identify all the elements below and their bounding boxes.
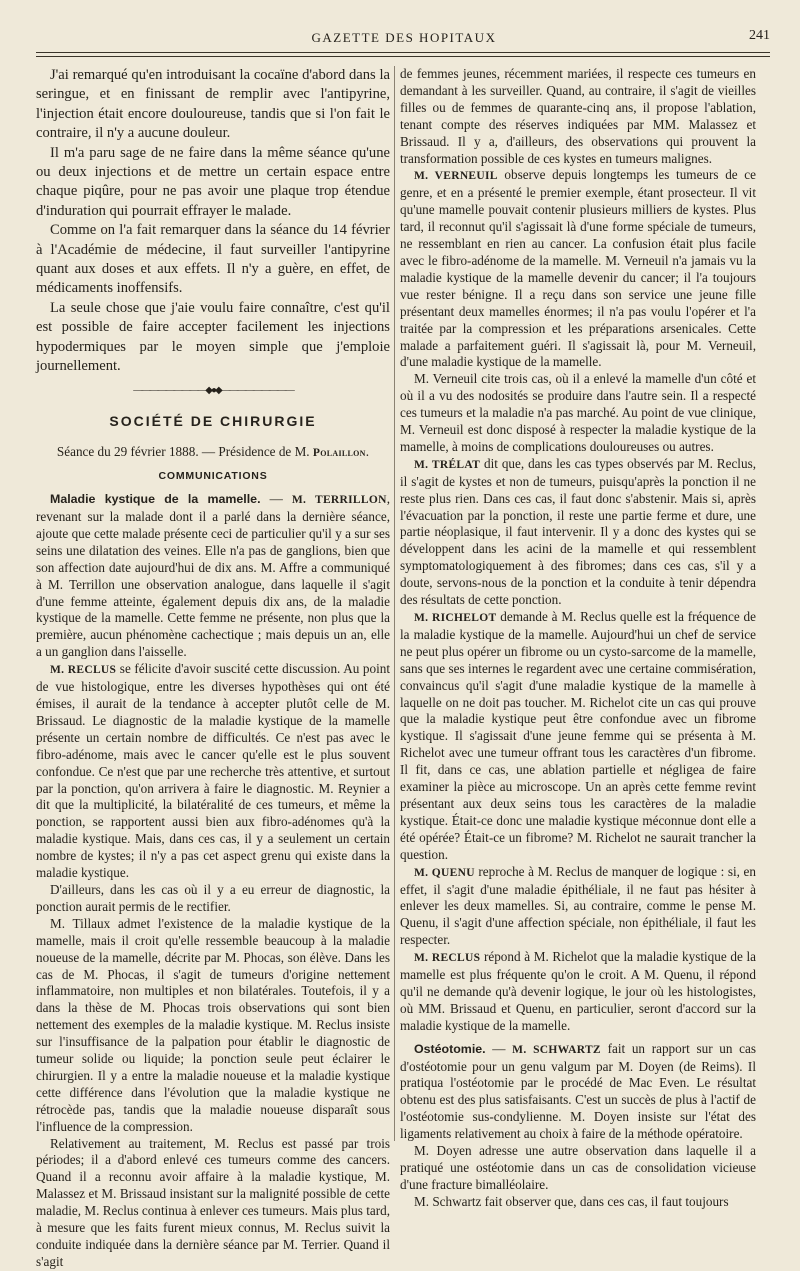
page-number: 241 (749, 28, 770, 43)
header-rule-top (36, 52, 770, 53)
paragraph (400, 456, 756, 609)
paragraph: M. Schwartz fait observer que, dans ces cas, il faut toujours (414, 1193, 729, 1209)
left-column (36, 66, 390, 1271)
header-rule-bottom (36, 56, 770, 57)
paragraph-text: fait un rapport sur un cas d'ostéotomie pour un genu valgum par M. Doyen (de Reims). Il pratiqua l'ostéotomie par le procédé de Mac Even. Le résultat obtenu est des plus satisfaisants. C'est un succès de plus à l'actif de l'ostéotomie sus-condylienne. M. Doyen insiste sur l'état des ligaments relativement au choix à faire de la méthode opératoire. (400, 1040, 756, 1142)
paragraph: La seule chose que j'aie voulu faire connaître, c'est qu'il est possible de faire accepter facilement les injections hypodermiques par le moyen simple que j'emploie journellement. (36, 299, 390, 375)
paragraph-text: , revenant sur la malade dont il a parlé dans la dernière séance, ajoute que cette malade présente ceci de particulier qu'il y a sur ses seins une dilatation des veines. Elle n'a pas de ganglions, bien que son affection date aujourd'hui de dix ans. M. Affre a communiqué à M. Terrillon une observation analogue, dans laquelle il s'agit d'une femme atteinte, également depuis dix ans, de la maladie kystique de la mamelle. Cette femme ne présente, non plus que la première, aucun phénomène cachectique ; mais depuis un an, elle a un ganglion dans l'aisselle. (36, 491, 390, 660)
speaker-name: M. RECLUS (50, 664, 117, 677)
paragraph: D'ailleurs, dans les cas où il y a eu erreur de diagnostic, la ponction aurait permis de le rectifier. (36, 881, 390, 914)
paragraph-text: répond à M. Richelot que la maladie kystique de la mamelle est plus fréquente qu'on le croit. A M. Quenu, il répond qu'il ne demande qu'à devenir logique, le jour où les histologistes, où MM. Brissaud et Quenu, en particulier, seront d'accord sur la maladie kystique de la mamelle. (400, 949, 756, 1033)
paragraph (400, 949, 756, 1035)
topic-heading: Maladie kystique de la mamelle. (50, 492, 261, 507)
journal-title: GAZETTE DES HOPITAUX (311, 30, 497, 45)
paragraph: M. Verneuil cite trois cas, où il a enlevé la mamelle d'un côté et où il a vu des nodosités se produire dans l'autre sein. Il a respecté ces tumeurs et la maladie n'a pas marché. Au point de vue clinique, M. Verneuil est donc disposé à respecter la maladie kystique de la mamelle, à moins de complications douloureuses ou autres. (400, 371, 756, 454)
page-header (38, 26, 770, 48)
speaker-name: M. SCHWARTZ (512, 1043, 601, 1056)
communications-heading: COMMUNICATIONS (158, 470, 268, 483)
paragraph: M. Doyen adresse une autre observation dans laquelle il a pratiqué une ostéotomie dans un cas de consolidation vicieuse d'une fracture bimalléolaire. (400, 1143, 756, 1192)
paragraph: Il m'a paru sage de ne faire dans la même séance qu'une ou deux injections et de mettre un certain espace entre chaque piqûre, pour ne pas avoir une plaque trop étendue d'induration qui pourrait effrayer le malade. (36, 144, 390, 219)
section-separator: —————————◆●◆————————— (133, 384, 293, 396)
topic-heading: Ostéotomie. (414, 1041, 486, 1056)
speaker-name: M. TRÉLAT (414, 458, 481, 471)
speaker-name: M. QUENU (414, 866, 475, 879)
paragraph (400, 609, 756, 864)
paragraph: Comme on l'a fait remarquer dans la séance du 14 février à l'Académie de médecine, il faut surveiller l'antipyrine quant aux doses et aux effets. Il n'y a guère, en effet, de médicaments inoffensifs. (36, 222, 390, 297)
speaker-name: M. TERRILLON (291, 494, 387, 507)
speaker-name: M. RICHELOT (414, 612, 497, 624)
paragraph: Maladie kystique de la mamelle. — M. TERRILLON, revenant sur la malade dont il a parlé dans la dernière séance, ajoute que cette malade présente ceci de particulier qu'il y a sur ses seins une dilatation des veines. Elle n'a pas de ganglions, bien que son affection date aujourd'hui de dix ans. M. Affre a communiqué à M. Terrillon une observation analogue, dans laquelle il s'agit d'une femme atteinte, également depuis dix ans, de la maladie kystique de la mamelle. Cette femme ne présente, non plus que la première, aucun phénomène cachectique ; mais depuis un an, elle a un ganglion dans l'aisselle. (36, 491, 390, 660)
paragraph-text: demande à M. Reclus quelle est la fréquence de la maladie kystique de la mamelle. Aujourd'hui un chef de service ne peut plus opérer un fibrome ou un cysto-sarcome de la mamelle, sans que ses internes le regardent avec une certaine commisération, convaincus qu'il s'agit d'une maladie kystique de la mamelle à laquelle on ne doit pas toucher. M. Richelot cite un cas qui prouve que la maladie kystique peut être confondue avec un fibrome kystique. Il s'agissait d'une jeune femme qui se présenta à M. Richelot avec une tumeur offrant tous les caractères d'un fibrome. Il fit, dans ce cas, une ablation partielle et négligea de faire examiner la pièce au microscope. Un an après cette femme revint présentant aux deux seins tous les caractères de la maladie kystique. Était-ce donc une maladie kystique méconnue dont elle a été opérée? Était-ce un fibrome? M. Richelot ne saurait trancher la question. (400, 609, 756, 862)
speaker-name: M. VERNEUIL (414, 170, 498, 183)
paragraph: de femmes jeunes, récemment mariées, il respecte ces tumeurs en demandant à les surveiller. Quand, au contraire, il s'agit de vieilles filles ou de femmes de quarante-cinq ans, il propose l'ablation, tenant compte des réserves indiquées par MM. Malassez et Brissaud. Il y a, d'ailleurs, des observations qui prouvent la transformation possible de ces kystes en tumeurs malignes. (400, 66, 756, 166)
paragraph: Relativement au traitement, M. Reclus est passé par trois périodes; il a d'abord enlevé ces tumeurs comme des cancers. Quand il a reconnu avoir affaire à la maladie kystique, M. Malassez et M. Brissaud insistant sur la malignité possible de cette maladie, M. Reclus continua à enlever ces tumeurs. Mais plus tard, à mesure que les faits furent mieux connus, M. Reclus suivit la conduite indiquée dans la dernière séance par M. Terrier. Quand il s'agit (36, 1135, 390, 1269)
right-column (400, 66, 756, 1211)
session-prefix: Séance du 29 février 1888. — Présidence de M. (56, 444, 313, 460)
paragraph-text: se félicite d'avoir suscité cette discussion. Au point de vue histologique, entre les diverses hypothèses qui ont été émises, il aurait de la tendance à accepter plutôt celle de M. Brissaud. Le diagnostic de la maladie kystique de la mamelle présente un certain nombre de difficultés. Ce n'est pas avec le fibro-adénome, mais avec le cancer qu'elle est le plus souvent confondue. Ce n'est que par une recherche très attentive, et surtout par la ponction, qu'on arrivera à faire le diagnostic. M. Reynier a dit que la multiplicité, la bilatéralité de ces tumeurs, et même la ponction, se rapportent aussi bien aux fibro-adénomes qu'à la maladie kystique. Mais, dans ces cas, il y a seulement un certain nombre de kystes; il n'y a pas cet aspect grenu qui existe dans la maladie kystique. (36, 661, 390, 881)
paragraph (36, 661, 390, 882)
paragraph: Ostéotomie. — M. SCHWARTZ fait un rapport sur un cas d'ostéotomie pour un genu valgum par M. Doyen (de Reims). Il pratiqua l'ostéotomie par le procédé de Mac Even. Le résultat obtenu est des plus satisfaisants. C'est un succès de plus à l'actif de l'ostéotomie sus-condylienne. M. Doyen insiste sur l'état des ligaments relativement au choix à faire de la méthode opératoire. (400, 1040, 756, 1142)
paragraph-text: reproche à M. Reclus de manquer de logique : si, en effet, il s'agit d'une maladie épithéliale, il ne faut pas hésiter à enlever les deux mamelles. Si, au contraire, comme le pense M. Quenu, il s'agit d'une affection spéciale, non épithéliale, il faut les respecter. (400, 863, 756, 948)
paragraph: M. Tillaux admet l'existence de la maladie kystique de la mamelle, mais il croit qu'elle ressemble beaucoup à la maladie noueuse de la mamelle, décrite par M. Phocas, son élève. Dans les cas de M. Phocas, il s'agit de tumeurs d'origine nettement inflammatoire, non multiples et non bilatérales. Toutefois, il y a dans la thèse de M. Phocas trois observations qui sont bien nettement des exemples de la maladie kystique. M. Reclus insiste sur l'insuffisance de la palpation pour établir le diagnostic de tumeur solide ou liquide; la ponction seule peut éclairer le chirurgien. Il y a entre la maladie noueuse et la maladie kystique cette différence dans l'évolution que la maladie kystique ne rétrocède pas, tandis que la maladie noueuse disparaît sous l'influence de la compression. (36, 915, 390, 1134)
president-name: Polaillon (312, 447, 366, 460)
paragraph-text: observe depuis longtemps les tumeurs de ce genre, et en a présenté le premier exemple, étant prosecteur. Il vit qu'une mamelle pouvait contenir plusieurs milliers de kystes. Plus tard, il reconnut qu'il s'agissait là d'une forme spéciale de tumeurs, ne ressemblant en rien au cancer. La confusion était plus facile avec le fibro-adénome de la mamelle. M. Verneuil n'a jamais vu la maladie kystique de la mamelle devenir du cancer; il l'a toujours vue rester bénigne. Il a reçu dans son service une jeune fille présentant deux mamelles énormes; il n'a pas voulu l'opérer et l'a traitée par la compression et les préparations arsenicales. Cette malade a parfaitement guéri. Il s'agissait là, pour M. Verneuil, d'une maladie kystique de la mamelle. (400, 167, 756, 370)
section-title: SOCIÉTÉ DE CHIRURGIE (109, 413, 317, 430)
speaker-name: M. RECLUS (414, 952, 481, 965)
session-line (36, 444, 390, 462)
lead-article (36, 66, 390, 377)
paragraph-text: dit que, dans les cas types observés par M. Reclus, il s'agit de kystes et non de tumeurs, puisqu'après la ponction il ne reste plus rien. Dans ces cas, il faut donc s'abstenir. Mais si, après l'évacuation par la ponction, il reste une partie ferme et dure, une partie néoplasique, il faut intervenir. Il y a donc des kystes qui se développent dans les acini de la mamelle et qui ressemblent symptomatologiquement à des fibromes; dans ces cas, s'il y a doute, servons-nous de la ponction et la conduite à tenir dépendra des résultats de cette ponction. (400, 455, 756, 608)
paragraph: J'ai remarqué qu'en introduisant la cocaïne d'abord dans la seringue, et en finissant de remplir avec l'antipyrine, l'injection était encore douloureuse, tandis que si l'on fait le contraire, il n'y a aucune douleur. (36, 67, 390, 142)
paragraph (400, 864, 756, 950)
column-divider (394, 66, 395, 1141)
paragraph (400, 167, 756, 371)
session-suffix: . (365, 444, 370, 460)
